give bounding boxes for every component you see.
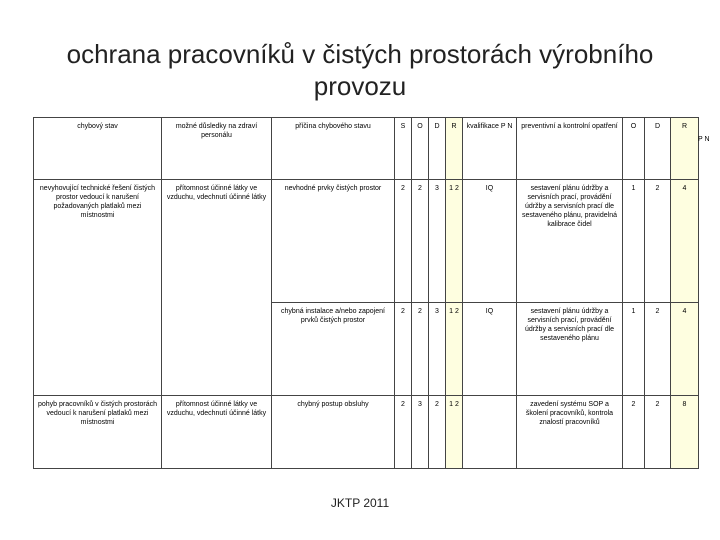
clipped-column-label: P N <box>698 136 710 143</box>
page-title: ochrana pracovníků v čistých prostorách výrobního provozu <box>66 39 654 101</box>
header-s: S <box>395 118 412 180</box>
cell-s: 2 <box>395 180 412 303</box>
cell-qualification: IQ <box>463 303 517 396</box>
cell-d: 3 <box>429 303 446 396</box>
cell-o: 2 <box>412 303 429 396</box>
table-row <box>34 180 699 303</box>
header-r: R <box>446 118 463 180</box>
cell-d: 3 <box>429 180 446 303</box>
cell-r2: 8 <box>671 396 699 469</box>
cell-state: nevyhovující technické řešení čistých prostor vedoucí k narušení požadovaných platlaků mezi místnostmi <box>34 180 162 396</box>
cell-consequences: přítomnost účinné látky ve vzduchu, vdechnutí účinné látky <box>162 396 272 469</box>
fmea-table <box>33 117 699 469</box>
header-d: D <box>429 118 446 180</box>
cell-cause: nevhodné prvky čistých prostor <box>272 180 395 303</box>
cell-consequences: přítomnost účinné látky ve vzduchu, vdechnutí účinné látky <box>162 180 272 396</box>
header-consequences: možné důsledky na zdraví personálu <box>162 118 272 180</box>
header-row <box>34 118 699 180</box>
cell-d2: 2 <box>645 303 671 396</box>
cell-r2: 4 <box>671 180 699 303</box>
table-row <box>34 396 699 469</box>
cell-state: pohyb pracovníků v čistých prostorách vedoucí k narušení platlaků mezi místnostmi <box>34 396 162 469</box>
header-r2: R <box>671 118 699 180</box>
header-o: O <box>412 118 429 180</box>
cell-d: 2 <box>429 396 446 469</box>
header-preventive: preventivní a kontrolní opatření <box>517 118 623 180</box>
cell-r2: 4 <box>671 303 699 396</box>
cell-qualification: IQ <box>463 180 517 303</box>
cell-o: 3 <box>412 396 429 469</box>
cell-r: 1 2 <box>446 303 463 396</box>
header-state: chybový stav <box>34 118 162 180</box>
cell-cause: chybný postup obsluhy <box>272 396 395 469</box>
footer-label: JKTP 2011 <box>330 496 390 510</box>
cell-r: 1 2 <box>446 396 463 469</box>
cell-preventive: sestavení plánu údržby a servisních prací, provádění údržby a servisních prací dle sestaveného plánu <box>517 303 623 396</box>
cell-r: 1 2 <box>446 180 463 303</box>
cell-preventive: zavedení systému SOP a školení pracovníků, kontrola znalostí pracovníků <box>517 396 623 469</box>
cell-o2: 2 <box>623 396 645 469</box>
cell-o: 2 <box>412 180 429 303</box>
header-o2: O <box>623 118 645 180</box>
cell-cause: chybná instalace a/nebo zapojení prvků čistých prostor <box>272 303 395 396</box>
cell-qualification <box>463 396 517 469</box>
cell-o2: 1 <box>623 303 645 396</box>
cell-preventive: sestavení plánu údržby a servisních prací, provádění údržby a servisních prací dle sestaveného plánu, pravidelná kalibrace čidel <box>517 180 623 303</box>
header-d2: D <box>645 118 671 180</box>
cell-o2: 1 <box>623 180 645 303</box>
cell-s: 2 <box>395 396 412 469</box>
cell-d2: 2 <box>645 396 671 469</box>
cell-s: 2 <box>395 303 412 396</box>
header-qualification: kvalifikace P N <box>463 118 517 180</box>
header-cause: příčina chybového stavu <box>272 118 395 180</box>
cell-d2: 2 <box>645 180 671 303</box>
